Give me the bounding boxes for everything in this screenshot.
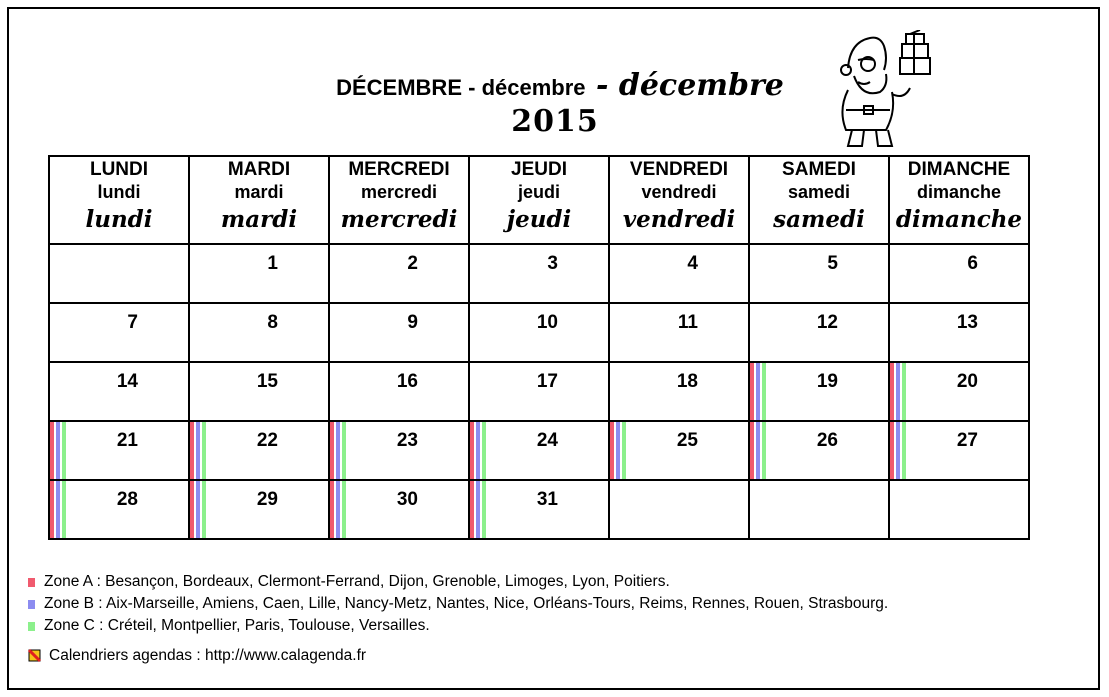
day-number: 14 [116, 371, 138, 392]
weekday-header-mercredi [329, 156, 469, 244]
weekday-upper-label: LUNDI [89, 159, 149, 180]
day-number: 2 [407, 253, 418, 274]
week-row [49, 244, 1029, 303]
day-cell [329, 421, 469, 480]
day-number: 31 [536, 489, 558, 510]
zone-c-stripe [342, 422, 346, 479]
day-cell [49, 421, 189, 480]
zone-c-stripe [482, 481, 486, 538]
day-cell [749, 362, 889, 421]
day-number: 6 [967, 253, 978, 274]
day-cell [889, 362, 1029, 421]
weekday-upper-label: MERCREDI [348, 159, 450, 180]
day-number: 17 [536, 371, 558, 392]
zone-c-stripe [202, 481, 206, 538]
weekday-header-dimanche [889, 156, 1029, 244]
holiday-zone-stripes [470, 422, 486, 479]
day-cell [49, 303, 189, 362]
weekday-header-samedi [749, 156, 889, 244]
day-cell [889, 421, 1029, 480]
day-cell [189, 244, 329, 303]
zone-c-swatch-icon [28, 622, 35, 631]
day-number: 12 [816, 312, 838, 333]
weekday-lower-label: vendredi [641, 182, 717, 202]
weekday-upper-label: MARDI [227, 159, 291, 180]
day-cell [329, 362, 469, 421]
title-cursive: décembre [618, 68, 784, 103]
day-cell [329, 303, 469, 362]
footer-link[interactable]: Calendriers agendas : http://www.calagenda.fr [49, 647, 367, 664]
day-number: 25 [676, 430, 698, 451]
day-cell [889, 244, 1029, 303]
weekday-cursive-label: mardi [220, 206, 298, 233]
zone-b-swatch-icon [28, 600, 35, 609]
day-number: 15 [256, 371, 278, 392]
legend-zone-c-text: Zone C : Créteil, Montpellier, Paris, Toulouse, Versailles. [44, 617, 430, 634]
weekday-cursive-label: samedi [773, 206, 865, 233]
day-number: 27 [956, 430, 978, 451]
day-number: 10 [536, 312, 558, 333]
week-row [49, 362, 1029, 421]
week-row [49, 303, 1029, 362]
zone-c-stripe [62, 481, 66, 538]
day-number: 4 [687, 253, 698, 274]
day-number: 22 [256, 430, 278, 451]
day-cell [609, 480, 749, 539]
holiday-zone-stripes [890, 363, 906, 420]
zone-c-stripe [622, 422, 626, 479]
day-cell [329, 480, 469, 539]
day-cell [749, 303, 889, 362]
day-number: 13 [956, 312, 978, 333]
holiday-zone-stripes [890, 422, 906, 479]
week-row [49, 480, 1029, 539]
day-cell [889, 480, 1029, 539]
weekday-header-lundi [49, 156, 189, 244]
day-cell [49, 480, 189, 539]
legend-zone-a [28, 571, 888, 593]
year-label: 2015 [511, 104, 599, 139]
weekday-header-mardi [189, 156, 329, 244]
day-cell [189, 362, 329, 421]
weekday-cursive-label: mercredi [340, 206, 458, 233]
day-number: 1 [267, 253, 278, 274]
weekday-lower-label: mercredi [360, 182, 438, 202]
weekday-upper-label: DIMANCHE [907, 159, 1011, 180]
weekday-lower-label: jeudi [517, 182, 560, 202]
weekday-header-vendredi [609, 156, 749, 244]
day-cell [609, 303, 749, 362]
zones-legend [28, 571, 888, 637]
title-lower: décembre [481, 75, 586, 100]
day-cell [609, 244, 749, 303]
weekday-cursive-label: jeudi [506, 206, 572, 233]
title-sep-2: - [585, 68, 619, 103]
day-number: 16 [396, 371, 418, 392]
weekday-lower-label: dimanche [916, 182, 1002, 202]
zone-c-stripe [202, 422, 206, 479]
holiday-zone-stripes [610, 422, 626, 479]
holiday-zone-stripes [50, 422, 66, 479]
day-cell [49, 244, 189, 303]
day-number: 24 [536, 430, 558, 451]
zone-c-stripe [482, 422, 486, 479]
zone-c-stripe [902, 363, 906, 420]
day-number: 19 [816, 371, 838, 392]
calendar-body [49, 244, 1029, 539]
zone-c-stripe [762, 422, 766, 479]
day-number: 29 [256, 489, 278, 510]
weekday-upper-label: JEUDI [511, 159, 567, 180]
legend-zone-b [28, 593, 888, 615]
day-cell [609, 362, 749, 421]
holiday-zone-stripes [470, 481, 486, 538]
weekday-lower-label: samedi [787, 182, 851, 202]
day-cell [469, 244, 609, 303]
weekday-header-jeudi [469, 156, 609, 244]
title-upper: DÉCEMBRE [336, 75, 462, 100]
weekday-upper-label: SAMEDI [782, 159, 856, 180]
weekday-lower-label: lundi [97, 182, 141, 202]
holiday-zone-stripes [190, 481, 206, 538]
holiday-zone-stripes [330, 481, 346, 538]
day-cell [889, 303, 1029, 362]
day-cell [189, 480, 329, 539]
day-cell [329, 244, 469, 303]
day-cell [49, 362, 189, 421]
weekday-cursive-label: vendredi [622, 206, 736, 233]
holiday-zone-stripes [50, 481, 66, 538]
day-number: 8 [267, 312, 278, 333]
zone-a-swatch-icon [28, 578, 35, 587]
legend-zone-a-text: Zone A : Besançon, Bordeaux, Clermont-Ferrand, Dijon, Grenoble, Limoges, Lyon, Poitiers. [44, 573, 670, 590]
page-title [200, 68, 920, 103]
day-number: 21 [116, 430, 138, 451]
day-number: 7 [127, 312, 138, 333]
title-sep-1: - [462, 75, 482, 100]
day-number: 5 [827, 253, 838, 274]
day-cell [609, 421, 749, 480]
day-number: 11 [677, 312, 698, 333]
day-number: 9 [407, 312, 418, 333]
legend-zone-b-text: Zone B : Aix-Marseille, Amiens, Caen, Lille, Nancy-Metz, Nantes, Nice, Orléans-Tours, Reims, Rennes, Rouen, Strasbourg. [44, 595, 889, 612]
weekday-upper-label: VENDREDI [629, 159, 729, 180]
day-cell [749, 244, 889, 303]
day-cell [749, 480, 889, 539]
holiday-zone-stripes [750, 422, 766, 479]
day-cell [189, 421, 329, 480]
zone-c-stripe [902, 422, 906, 479]
zone-c-stripe [342, 481, 346, 538]
day-number: 28 [116, 489, 138, 510]
day-cell [749, 421, 889, 480]
calagenda-logo-icon [28, 649, 42, 663]
zone-c-stripe [62, 422, 66, 479]
legend-zone-c [28, 615, 888, 637]
day-number: 3 [547, 253, 558, 274]
day-number: 26 [816, 430, 838, 451]
day-cell [469, 421, 609, 480]
weekday-lower-label: mardi [234, 182, 284, 202]
holiday-zone-stripes [750, 363, 766, 420]
day-number: 30 [396, 489, 418, 510]
holiday-zone-stripes [330, 422, 346, 479]
week-row [49, 421, 1029, 480]
weekday-cursive-label: lundi [85, 206, 153, 233]
footer [28, 647, 366, 665]
day-cell [469, 480, 609, 539]
holiday-zone-stripes [190, 422, 206, 479]
zone-c-stripe [762, 363, 766, 420]
santa-claus-icon [828, 30, 938, 152]
weekday-header-row [49, 156, 1029, 244]
weekday-cursive-label: dimanche [895, 206, 1023, 233]
day-cell [189, 303, 329, 362]
calendar-grid [48, 155, 1030, 540]
day-cell [469, 362, 609, 421]
day-number: 23 [396, 430, 418, 451]
day-number: 18 [676, 371, 698, 392]
day-number: 20 [956, 371, 978, 392]
day-cell [469, 303, 609, 362]
